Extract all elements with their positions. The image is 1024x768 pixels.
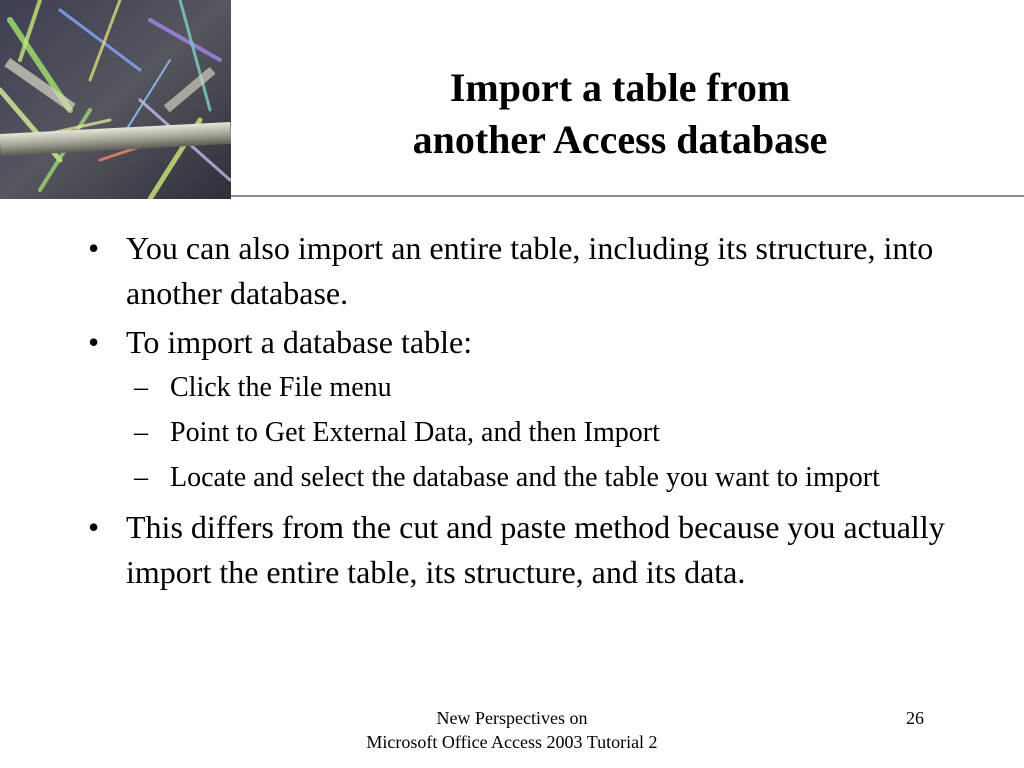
sub-bullet-text: Locate and select the database and the table you want to import xyxy=(170,462,880,493)
bullet-marker: • xyxy=(88,324,100,360)
sub-bullet-text: Point to Get External Data, and then Import xyxy=(170,417,660,448)
sub-bullet-item xyxy=(134,369,968,407)
dash-marker: – xyxy=(134,372,148,403)
bullet-text: You can also import an entire table, including its structure, into another database. xyxy=(126,230,934,311)
sub-bullet-text: Click the File menu xyxy=(170,372,392,403)
dash-marker: – xyxy=(134,417,148,448)
bullet-marker: • xyxy=(88,509,100,545)
bullet-item xyxy=(88,320,968,365)
page-number: 26 xyxy=(906,708,924,728)
footer-line-1: New Perspectives on xyxy=(436,708,588,728)
slide-title xyxy=(300,62,940,166)
title-line-2: another Access database xyxy=(412,117,828,162)
sub-bullet-item xyxy=(134,414,968,452)
slide-body xyxy=(88,226,968,599)
bullet-item xyxy=(88,226,968,316)
corner-photo xyxy=(0,0,231,199)
title-divider xyxy=(231,195,1024,197)
dash-marker: – xyxy=(134,462,148,493)
slide-footer xyxy=(312,706,712,754)
title-line-1: Import a table from xyxy=(449,65,791,110)
bullet-text: This differs from the cut and paste method because you actually import the entire table, its structure, and its data. xyxy=(126,509,945,590)
bullet-text: To import a database table: xyxy=(126,324,473,360)
sub-bullet-item xyxy=(134,459,968,497)
footer-line-2: Microsoft Office Access 2003 Tutorial 2 xyxy=(366,732,658,752)
bullet-marker: • xyxy=(88,230,100,266)
bullet-item xyxy=(88,505,968,595)
abstract-light-streaks-image xyxy=(0,0,231,199)
